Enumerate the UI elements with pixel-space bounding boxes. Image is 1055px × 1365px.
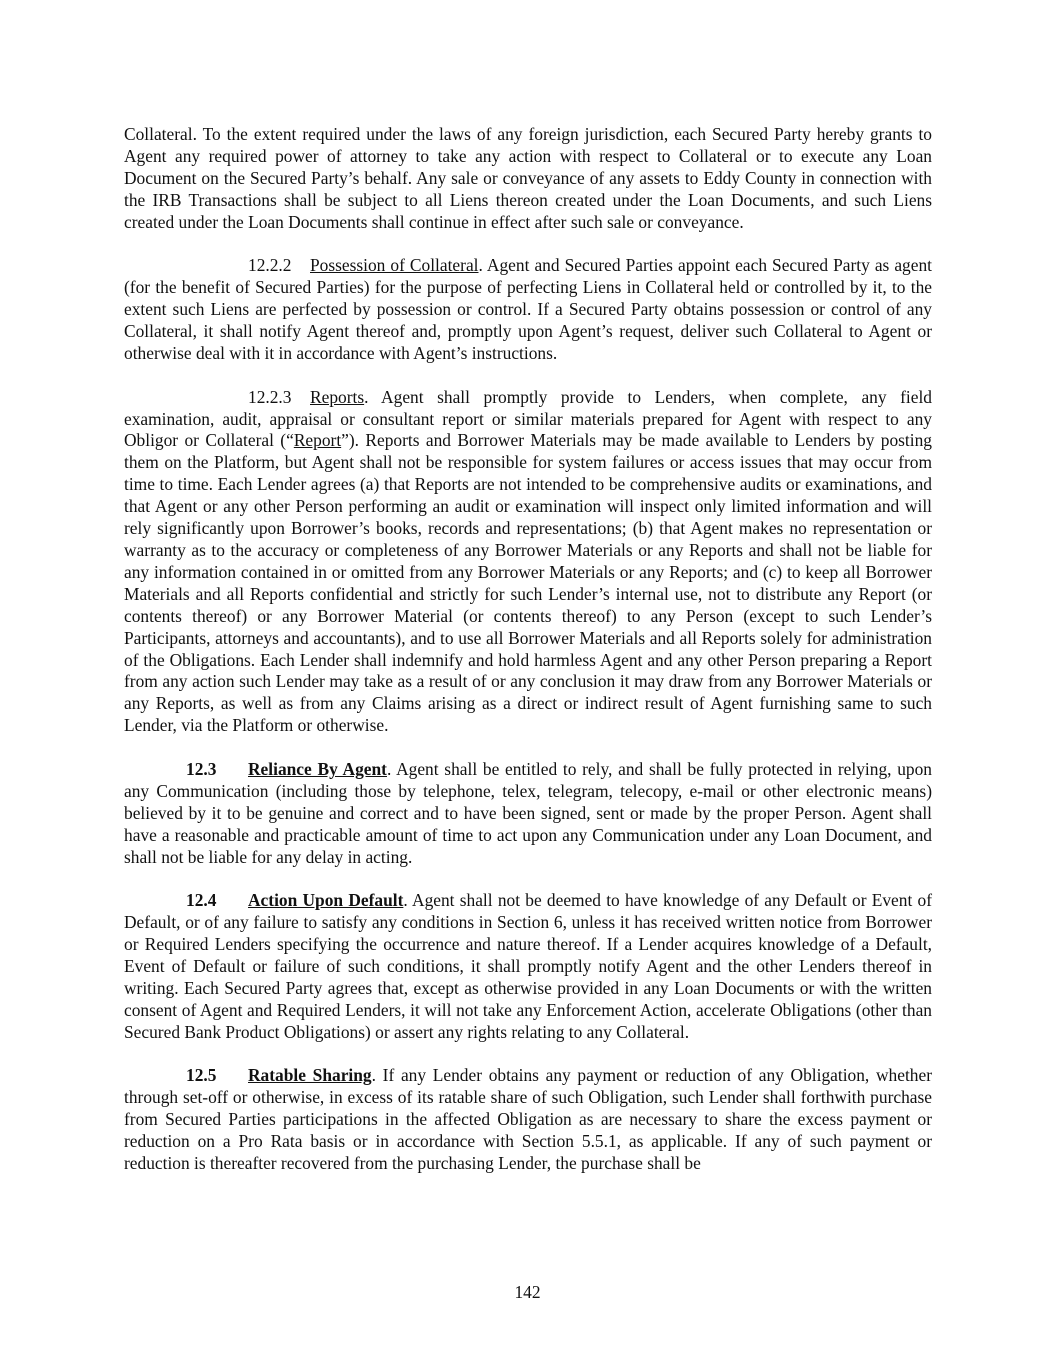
section-body: . If any Lender obtains any payment or reduction of any Obligation, whether through set-off or otherwise, in excess of its ratable share of such Obligation, such Lender shall forthwith purchase from Secured Parties participations in the affected Obligation as are necessary to share the excess payment or reduction on a Pro Rata basis or in accordance with Section 5.5.1, as applicable. If any of such payment or reduction is thereafter recovered from the purchasing Lender, the purchase shall be [124,1065,932,1174]
section-heading: Reports [310,386,365,407]
section-body-part-1: . Agent shall promptly provide to Lenders, when complete, any field examination, audit, appraisal or consultant report or similar materials prepared for Agent with respect to any Obligor or Collateral (“ [124,386,932,451]
section-number: 12.2.3 [248,386,292,407]
section-12-4 [124,890,932,1043]
section-heading: Action Upon Default [248,890,404,911]
section-heading: Ratable Sharing [248,1065,372,1086]
section-12-2-3 [124,387,932,738]
section-body-part-2: ”). Reports and Borrower Materials may be made available to Lenders by posting them on the Platform, but Agent shall not be responsible for system failures or access issues that may occur from time to time. Each Lender agrees (a) that Reports are not intended to be comprehensive audits or examinations, and that Agent or any other Person performing an audit or examination will inspect only limited information and will rely significantly upon Borrower’s books, records and representations; (b) that Agent makes no representation or warranty as to the accuracy or completeness of any Borrower Materials or any Reports and shall not be liable for any information contained in or omitted from any Borrower Materials or any Reports; and (c) to keep all Borrower Materials and all Reports confidential and strictly for such Lender’s internal use, not to distribute any Report (or contents thereof) or any Borrower Material (or contents thereof) to any Person (except to such Lender’s Participants, attorneys and accountants), and to use all Borrower Materials and all Reports solely for administration of the Obligations. Each Lender shall indemnify and hold harmless Agent and any other Person preparing a Report from any action such Lender may take as a result of or any conclusion it may draw from any Borrower Materials or any Reports, as well as from any Claims arising as a direct or indirect result of Agent furnishing same to such Lender, via the Platform or otherwise. [124,430,932,736]
section-number: 12.2.2 [248,255,292,276]
section-12-2-2 [124,255,932,365]
section-heading: Reliance By Agent [248,758,387,779]
page-number: 142 [514,1282,541,1302]
intro-paragraph: Collateral. To the extent required under the laws of any foreign jurisdiction, each Secured Party hereby grants to Agent any required power of attorney to take any action with respect to Collateral or to execute any Loan Document on the Secured Party’s behalf. Any sale or conveyance of any assets to Eddy County in connection with the IRB Transactions shall be subject to all Liens thereon created under the Loan Documents, and such Liens created under the Loan Documents shall continue in effect after such sale or conveyance. [124,124,932,232]
section-12-3 [124,759,932,869]
section-heading: Possession of Collateral [310,255,479,276]
defined-term: Report [293,430,342,451]
document-page [124,124,932,1197]
section-number: 12.3 [186,758,217,779]
section-12-5 [124,1065,932,1175]
section-body: . Agent shall not be deemed to have knowledge of any Default or Event of Default, or of any failure to satisfy any conditions in Section 6, unless it has received written notice from Borrower or Required Lenders specifying the occurrence and nature thereof. If a Lender acquires knowledge of a Default, Event of Default or failure of such conditions, it shall promptly notify Agent and the other Lenders thereof in writing. Each Secured Party agrees that, except as otherwise provided in any Loan Documents or with the written consent of Agent and Required Lenders, it will not take any Enforcement Action, accelerate Obligations (other than Secured Bank Product Obligations) or assert any rights relating to any Collateral. [124,890,932,1042]
section-number: 12.4 [186,890,217,911]
section-body: . Agent and Secured Parties appoint each Secured Party as agent (for the benefit of Secured Parties) for the purpose of perfecting Liens in Collateral held or controlled by it, to the extent such Liens are perfected by possession or control. If a Secured Party obtains possession or control of any Collateral, it shall notify Agent thereof and, promptly upon Agent’s request, deliver such Collateral to Agent or otherwise deal with it in accordance with Agent’s instructions. [124,255,932,363]
section-body: . Agent shall be entitled to rely, and shall be fully protected in relying, upon any Communication (including those by telephone, telex, telegram, telecopy, e-mail or other electronic means) believed by it to be genuine and correct and to have been signed, sent or made by the proper Person. Agent shall have a reasonable and practicable amount of time to act upon any Communication under any Loan Document, and shall not be liable for any delay in acting. [124,758,932,867]
section-number: 12.5 [186,1065,217,1086]
